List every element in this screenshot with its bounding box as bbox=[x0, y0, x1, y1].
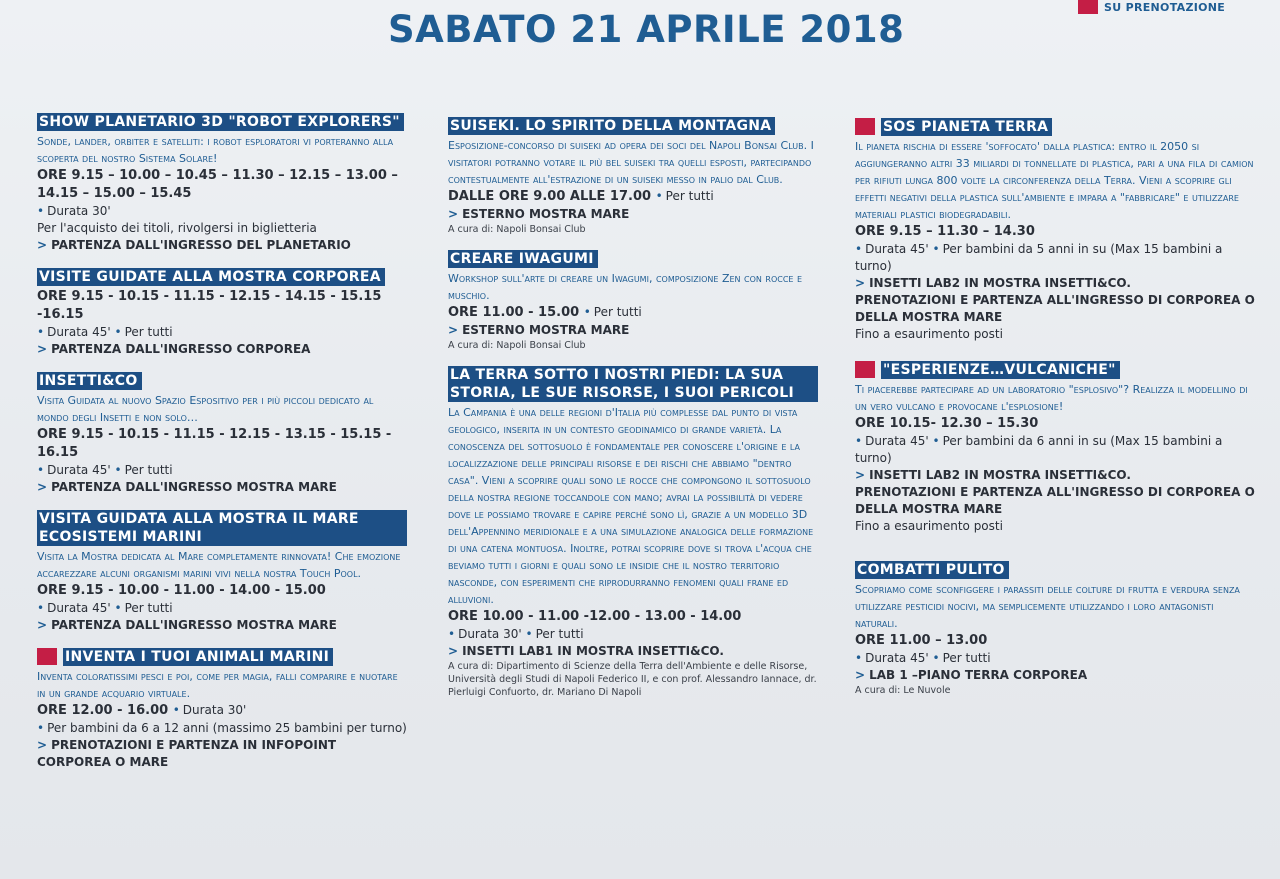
event-terra-sotto-piedi: LA TERRA SOTTO I NOSTRI PIEDI: LA SUA STORIA, LE SUE RISORSE, I SUOI PERICOLI La Campania è una delle regioni d'Italia più complesse dal punto di vista geologico, inserita in un contesto geodinamico di grande varietà. La conoscenza del sottosuolo è fondamentale per conoscere l'origine e la localizzazione delle principali risorse e dei rischi che abbiamo "dentro casa". Vieni a scoprire quali sono le rocce che compongono il sottosuolo della nostra regione toccandole con mano; avrai la possibilità di vedere dove le possiamo trovare e capire perché sono lì, grazie a un modello 3D dell'Appennino meridionale e a una simulazione analogica delle formazione di una catena montuosa. Inoltre, potrai scoprire dove si trova l'acqua che beviamo tutti i giorni e quali sono le insidie che il nostro territorio nasconde, con esperimenti che riprodurranno fenomeni quali frane ed alluvioni. ORE 10.00 - 11.00 -12.00 - 13.00 - 14.00 • Durata 30' • Per tutti > INSETTI LAB1 IN MOSTRA INSETTI&CO. A cura di: Dipartimento di Scienze della Terra dell'Ambiente e delle Risorse, Università degli Studi di Napoli Federico II, e con prof. Alessandro Iannace, dr. Pierluigi Confuorto, dr. Mariano Di Napoli bbox=[448, 367, 817, 698]
event-inventa-animali: INVENTA I TUOI ANIMALI MARINI Inventa coloratissimi pesci e poi, come per magia, falli comparire e nuotare in un grande acquario virtuale. ORE 12.00 - 16.00 • Durata 30' • Per bambini da 6 a 12 anni (massimo 25 bambini per turno) > PRENOTAZIONI E PARTENZA IN INFOPOINT CORPOREA O MARE bbox=[37, 649, 407, 769]
event-duration: Durata 45' bbox=[865, 434, 929, 448]
event-location: INSETTI LAB1 IN MOSTRA INSETTI&CO. bbox=[462, 644, 724, 658]
event-sos-pianeta: SOS PIANETA TERRA Il pianeta rischia di essere 'soffocato' dalla plastica: entro il 2050 si aggiungeranno altri 33 miliardi di tonnellate di plastica, pari a una fila di camion per rifiuti lunga 800 volte la circonferenza della Terra. Vieni a scoprire gli effetti negativi della plastica sull'ambiente e impara a "fabbricare" e utilizzare materiali plastici biodegradabili. ORE 9.15 – 11.30 – 14.30 • Durata 45' • Per bambini da 5 anni in su (Max 15 bambini a turno) > INSETTI LAB2 IN MOSTRA INSETTI&CO. PRENOTAZIONI E PARTENZA ALL'INGRESSO DI CORPOREA O DELLA MOSTRA MARE Fino a esaurimento posti bbox=[855, 119, 1255, 341]
arrow-icon: > bbox=[37, 342, 48, 356]
event-duration: Durata 45' bbox=[865, 242, 929, 256]
booking-marker-icon bbox=[855, 361, 875, 378]
event-duration: Durata 45' bbox=[47, 325, 111, 339]
event-audience: Per tutti bbox=[593, 305, 642, 319]
event-times: ORE 9.15 - 10.15 - 11.15 - 12.15 - 14.15 - 15.15 -16.15 bbox=[37, 289, 382, 322]
event-audience: Per bambini da 6 anni in su (Max 15 bambini a turno) bbox=[855, 434, 1223, 465]
event-extra: Per l'acquisto dei titoli, rivolgersi in biglietteria bbox=[37, 221, 317, 235]
event-location: PARTENZA DALL'INGRESSO DEL PLANETARIO bbox=[51, 238, 351, 252]
arrow-icon: > bbox=[448, 207, 459, 221]
event-location: ESTERNO MOSTRA MARE bbox=[462, 207, 630, 221]
event-mostra-mare: VISITA GUIDATA ALLA MOSTRA IL MARE ECOSISTEMI MARINI Visita la Mostra dedicata al Mare completamente rinnovata! Che emozione accarezzare alcuni organismi marini vivi nella nostra Touch Pool. ORE 9.15 - 10.00 - 11.00 - 14.00 - 15.00 • Durata 45' • Per tutti > PARTENZA DALL'INGRESSO MOSTRA MARE bbox=[37, 510, 407, 634]
arrow-icon: > bbox=[855, 668, 866, 682]
event-times: ORE 11.00 – 13.00 bbox=[855, 633, 988, 648]
event-times: ORE 10.00 - 11.00 -12.00 - 13.00 - 14.00 bbox=[448, 609, 742, 624]
event-duration: Durata 45' bbox=[47, 601, 111, 615]
event-audience: Per tutti bbox=[124, 463, 173, 477]
event-location: PARTENZA DALL'INGRESSO MOSTRA MARE bbox=[51, 618, 337, 632]
event-description: Scopriamo come sconfiggere i parassiti delle colture di frutta e verdura senza utilizzare pesticidi nocivi, ma semplicemente utilizzando i loro antagonisti naturali. bbox=[855, 583, 1240, 630]
event-credits: A cura di: Napoli Bonsai Club bbox=[448, 340, 586, 351]
event-title: SUISEKI. LO SPIRITO DELLA MONTAGNA bbox=[448, 117, 775, 135]
page-title: SABATO 21 APRILE 2018 bbox=[388, 8, 905, 51]
event-audience: Per tutti bbox=[665, 189, 714, 203]
event-description: Inventa coloratissimi pesci e poi, come per magia, falli comparire e nuotare in un grande acquario virtuale. bbox=[37, 670, 398, 700]
event-title: INSETTI&CO bbox=[37, 372, 142, 390]
event-title: COMBATTI PULITO bbox=[855, 561, 1009, 579]
legend-label: SU PRENOTAZIONE bbox=[1104, 0, 1226, 14]
event-audience: Per tutti bbox=[124, 325, 173, 339]
event-title: "ESPERIENZE…VULCANICHE" bbox=[881, 361, 1120, 379]
arrow-icon: > bbox=[855, 468, 866, 482]
column-1 bbox=[37, 113, 407, 785]
event-title: SHOW PLANETARIO 3D "ROBOT EXPLORERS" bbox=[37, 113, 404, 131]
booking-marker-icon bbox=[1078, 0, 1098, 14]
event-suiseki: SUISEKI. LO SPIRITO DELLA MONTAGNA Esposizione-concorso di suiseki ad opera dei soci del Napoli Bonsai Club. I visitatori potranno votare il più bel suiseki tra quelli esposti, partecipando contestualmente all'estrazione di un suiseki messo in palio dal Club. DALLE ORE 9.00 ALLE 17.00 • Per tutti > ESTERNO MOSTRA MARE A cura di: Napoli Bonsai Club bbox=[448, 117, 818, 236]
event-duration: Durata 30' bbox=[182, 703, 247, 717]
event-location: PARTENZA DALL'INGRESSO MOSTRA MARE bbox=[51, 480, 337, 494]
arrow-icon: > bbox=[37, 618, 48, 632]
event-times: ORE 9.15 – 11.30 – 14.30 bbox=[855, 224, 1035, 239]
arrow-icon: > bbox=[448, 644, 459, 658]
event-times: ORE 11.00 - 15.00 bbox=[448, 305, 580, 320]
event-audience: Per bambini da 6 a 12 anni (massimo 25 bambini per turno) bbox=[47, 721, 407, 735]
event-combatti-pulito: COMBATTI PULITO Scopriamo come sconfiggere i parassiti delle colture di frutta e verdura senza utilizzare pesticidi nocivi, ma semplicemente utilizzando i loro antagonisti naturali. ORE 11.00 – 13.00 • Durata 45' • Per tutti > LAB 1 –PIANO TERRA CORPOREA A cura di: Le Nuvole bbox=[855, 561, 1255, 697]
event-description: Workshop sull'arte di creare un Iwagumi, composizione Zen con rocce e muschio. bbox=[448, 272, 803, 302]
event-description: Visita Guidata al nuovo Spazio Espositivo per i più piccoli dedicato al mondo degli Insetti e non solo… bbox=[37, 394, 374, 424]
event-planetario: SHOW PLANETARIO 3D "ROBOT EXPLORERS" Sonde, lander, orbiter e satelliti: i robot esploratori vi porteranno alla scoperta del nostro Sistema Solare! ORE 9.15 – 10.00 – 10.45 – 11.30 – 12.15 – 13.00 – 14.15 – 15.00 – 15.45 • Durata 30' Per l'acquisto dei titoli, rivolgersi in biglietteria > PARTENZA DALL'INGRESSO DEL PLANETARIO bbox=[37, 113, 407, 254]
event-description: Esposizione-concorso di suiseki ad opera dei soci del Napoli Bonsai Club. I visitatori potranno votare il più bel suiseki tra quelli esposti, partecipando contestualmente all'estrazione di un suiseki messo in palio dal Club. bbox=[448, 139, 814, 186]
event-description: Il pianeta rischia di essere 'soffocato' dalla plastica: entro il 2050 si aggiungeranno altri 33 miliardi di tonnellate di plastica, pari a una fila di camion per rifiuti lunga 800 volte la circonferenza della Terra. Vieni a scoprire gli effetti negativi della plastica sull'ambiente e impara a "fabbricare" e utilizzare materiali plastici biodegradabili. bbox=[855, 140, 1254, 221]
booking-marker-icon bbox=[37, 648, 57, 665]
event-insetti: INSETTI&CO Visita Guidata al nuovo Spazio Espositivo per i più piccoli dedicato al mondo degli Insetti e non solo… ORE 9.15 - 10.15 - 11.15 - 12.15 - 13.15 - 15.15 - 16.15 • Durata 45' • Per tutti > PARTENZA DALL'INGRESSO MOSTRA MARE bbox=[37, 372, 407, 496]
event-description: Visita la Mostra dedicata al Mare completamente rinnovata! Che emozione accarezzare alcuni organismi marini vivi nella nostra Touch Pool. bbox=[37, 550, 401, 580]
column-3 bbox=[855, 118, 1255, 711]
event-extra: Fino a esaurimento posti bbox=[855, 327, 1003, 341]
event-location: ESTERNO MOSTRA MARE bbox=[462, 323, 630, 337]
event-location: LAB 1 –PIANO TERRA CORPOREA bbox=[869, 668, 1088, 682]
event-times: ORE 12.00 - 16.00 bbox=[37, 703, 169, 718]
event-booking: PRENOTAZIONI E PARTENZA ALL'INGRESSO DI CORPOREA O DELLA MOSTRA MARE bbox=[855, 485, 1255, 516]
event-location: INSETTI LAB2 IN MOSTRA INSETTI&CO. bbox=[869, 468, 1131, 482]
booking-marker-icon bbox=[855, 118, 875, 135]
event-location: PARTENZA DALL'INGRESSO CORPOREA bbox=[51, 342, 311, 356]
event-title: INVENTA I TUOI ANIMALI MARINI bbox=[63, 648, 333, 666]
event-audience: Per bambini da 5 anni in su (Max 15 bambini a turno) bbox=[855, 242, 1223, 273]
event-title: CREARE IWAGUMI bbox=[448, 250, 598, 268]
arrow-icon: > bbox=[855, 276, 866, 290]
event-title: LA TERRA SOTTO I NOSTRI PIEDI: LA SUA STORIA, LE SUE RISORSE, I SUOI PERICOLI bbox=[448, 366, 818, 402]
event-duration: Durata 45' bbox=[47, 463, 111, 477]
event-times: ORE 9.15 - 10.00 - 11.00 - 14.00 - 15.00 bbox=[37, 583, 326, 598]
event-description: La Campania è una delle regioni d'Italia più complesse dal punto di vista geologico, inserita in un contesto geodinamico di grande varietà. La conoscenza del sottosuolo è fondamentale per conoscere l'origine e la localizzazione delle principali risorse e dei rischi che abbiamo "dentro casa". Vieni a scoprire quali sono le rocce che compongono il sottosuolo della nostra regione toccandole con mano; avrai la possibilità di vedere dove le possiamo trovare e capire perché sono lì, grazie a un modello 3D dell'Appennino meridionale e a una simulazione analogica delle formazione di una catena montuosa. Inoltre, potrai scoprire dove si trova l'acqua che beviamo tutti i giorni e quali sono le insidie che il nostro territorio nasconde, con esperimenti che riprodurranno fenomeni quali frane ed alluvioni. bbox=[448, 406, 814, 606]
arrow-icon: > bbox=[37, 480, 48, 494]
event-location: PRENOTAZIONI E PARTENZA IN INFOPOINT CORPOREA O MARE bbox=[37, 738, 337, 769]
event-title: VISITA GUIDATA ALLA MOSTRA IL MARE ECOSISTEMI MARINI bbox=[37, 510, 407, 546]
arrow-icon: > bbox=[37, 738, 48, 752]
event-times: ORE 9.15 - 10.15 - 11.15 - 12.15 - 13.15 - 15.15 - 16.15 bbox=[37, 427, 392, 460]
event-times: ORE 10.15- 12.30 – 15.30 bbox=[855, 416, 1039, 431]
arrow-icon: > bbox=[37, 238, 48, 252]
event-times: ORE 9.15 – 10.00 – 10.45 – 11.30 – 12.15 – 13.00 – 14.15 – 15.00 – 15.45 bbox=[37, 168, 398, 201]
event-description: Ti piacerebbe partecipare ad un laboratorio "esplosivo"? Realizza il modellino di un vero vulcano e provocane l'esplosione! bbox=[855, 383, 1248, 413]
event-title: SOS PIANETA TERRA bbox=[881, 118, 1052, 136]
arrow-icon: > bbox=[448, 323, 459, 337]
event-visite-corporea: VISITE GUIDATE ALLA MOSTRA CORPOREA ORE 9.15 - 10.15 - 11.15 - 12.15 - 14.15 - 15.15 -16.15 • Durata 45' • Per tutti > PARTENZA DALL'INGRESSO CORPOREA bbox=[37, 268, 407, 358]
event-credits: A cura di: Dipartimento di Scienze della Terra dell'Ambiente e delle Risorse, Università degli Studi di Napoli Federico II, e con prof. Alessandro Iannace, dr. Pierluigi Confuorto, dr. Mariano Di Napoli bbox=[448, 661, 817, 698]
event-location: INSETTI LAB2 IN MOSTRA INSETTI&CO. bbox=[869, 276, 1131, 290]
column-2 bbox=[448, 117, 818, 713]
event-booking: PRENOTAZIONI E PARTENZA ALL'INGRESSO DI CORPOREA O DELLA MOSTRA MARE bbox=[855, 293, 1255, 324]
event-times: DALLE ORE 9.00 ALLE 17.00 bbox=[448, 189, 652, 204]
event-iwagumi: CREARE IWAGUMI Workshop sull'arte di creare un Iwagumi, composizione Zen con rocce e muschio. ORE 11.00 - 15.00 • Per tutti > ESTERNO MOSTRA MARE A cura di: Napoli Bonsai Club bbox=[448, 250, 818, 352]
event-credits: A cura di: Napoli Bonsai Club bbox=[448, 224, 586, 235]
event-esperienze-vulcaniche: "ESPERIENZE…VULCANICHE" Ti piacerebbe partecipare ad un laboratorio "esplosivo"? Realizza il modellino di un vero vulcano e provocane l'esplosione! ORE 10.15- 12.30 – 15.30 • Durata 45' • Per bambini da 6 anni in su (Max 15 bambini a turno) > INSETTI LAB2 IN MOSTRA INSETTI&CO. PRENOTAZIONI E PARTENZA ALL'INGRESSO DI CORPOREA O DELLA MOSTRA MARE Fino a esaurimento posti bbox=[855, 362, 1255, 533]
event-duration: Durata 45' bbox=[865, 651, 929, 665]
event-duration: Durata 30' bbox=[47, 204, 111, 218]
event-audience: Per tutti bbox=[942, 651, 991, 665]
event-credits: A cura di: Le Nuvole bbox=[855, 685, 951, 696]
event-audience: Per tutti bbox=[124, 601, 173, 615]
event-title: VISITE GUIDATE ALLA MOSTRA CORPOREA bbox=[37, 268, 385, 286]
event-description: Sonde, lander, orbiter e satelliti: i robot esploratori vi porteranno alla scoperta del nostro Sistema Solare! bbox=[37, 135, 394, 165]
event-audience: Per tutti bbox=[535, 627, 584, 641]
event-duration: Durata 30' bbox=[458, 627, 522, 641]
event-extra: Fino a esaurimento posti bbox=[855, 519, 1003, 533]
legend bbox=[1078, 0, 1225, 14]
